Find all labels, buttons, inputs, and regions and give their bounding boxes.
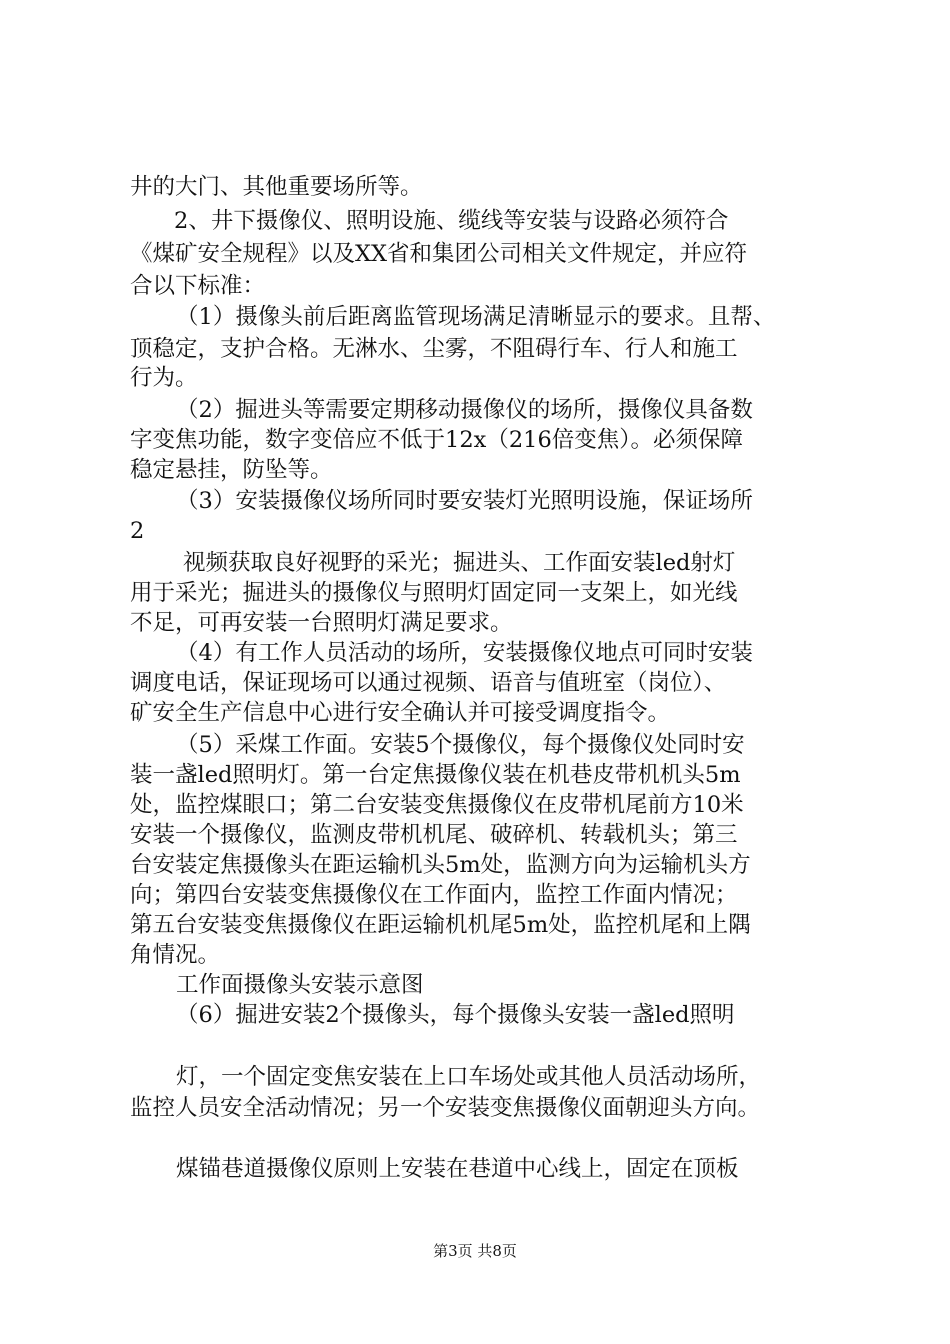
text-line: 视频获取良好视野的采光；掘进头、工作面安装led射灯 xyxy=(183,550,736,576)
text-line: 井的大门、其他重要场所等。 xyxy=(130,174,423,200)
text-line: 矿安全生产信息中心进行安全确认并可接受调度指令。 xyxy=(130,700,671,726)
text-line: 台安装定焦摄像头在距运输机头5m处，监测方向为运输机头方 xyxy=(130,852,751,878)
text-line: 第五台安装变焦摄像仪在距运输机机尾5m处，监控机尾和上隅 xyxy=(130,912,751,938)
text-line: （2）掘进头等需要定期移动摄像仪的场所，摄像仪具备数 xyxy=(176,397,753,423)
text-line: （5）采煤工作面。安装5个摄像仪，每个摄像仪处同时安 xyxy=(176,732,745,758)
text-line: 《煤矿安全规程》以及XX省和集团公司相关文件规定，并应符 xyxy=(130,241,748,267)
text-line: 顶稳定，支护合格。无淋水、尘雾，不阻碍行车、行人和施工 xyxy=(130,336,738,362)
text-line: 合以下标准： xyxy=(130,273,266,299)
text-line: 角情况。 xyxy=(130,942,221,968)
text-line: 调度电话，保证现场可以通过视频、语音与值班室（岗位）、 xyxy=(130,670,727,696)
page-footer: 第3页 共8页 xyxy=(433,1242,517,1260)
text-line: 煤锚巷道摄像仪原则上安装在巷道中心线上，固定在顶板 xyxy=(176,1156,739,1182)
text-line: 稳定悬挂，防坠等。 xyxy=(130,457,333,483)
text-line: 行为。 xyxy=(130,365,198,391)
text-line: （3）安装摄像仪场所同时要安装灯光照明设施，保证场所 xyxy=(176,488,753,514)
text-line: 灯，一个固定变焦安装在上口车场处或其他人员活动场所， xyxy=(176,1064,762,1090)
text-line: 用于采光；掘进头的摄像仪与照明灯固定同一支架上，如光线 xyxy=(130,580,738,606)
text-line: 安装一个摄像仪，监测皮带机机尾、破碎机、转载机头；第三 xyxy=(130,822,738,848)
text-line: 2 xyxy=(130,518,145,544)
text-line: （4）有工作人员活动的场所，安装摄像仪地点可同时安装 xyxy=(176,640,753,666)
text-line: （1）摄像头前后距离监管现场满足清晰显示的要求。且帮、 xyxy=(176,304,776,330)
text-line: 向；第四台安装变焦摄像仪在工作面内，监控工作面内情况； xyxy=(130,882,738,908)
text-line: 监控人员安全活动情况；另一个安装变焦摄像仪面朝迎头方向。 xyxy=(130,1095,761,1121)
text-line: （6）掘进安装2个摄像头，每个摄像头安装一盏led照明 xyxy=(176,1002,735,1028)
text-line: 工作面摄像头安装示意图 xyxy=(176,972,424,998)
text-line: 2、井下摄像仪、照明设施、缆线等安装与设路必须符合 xyxy=(174,208,729,234)
text-line: 处，监控煤眼口；第二台安装变焦摄像仪在皮带机尾前方10米 xyxy=(130,792,744,818)
text-line: 装一盏led照明灯。第一台定焦摄像仪装在机巷皮带机机头5m xyxy=(130,762,741,788)
text-line: 字变焦功能，数字变倍应不低于12x（216倍变焦）。必须保障 xyxy=(130,427,744,453)
text-line: 不足，可再安装一台照明灯满足要求。 xyxy=(130,610,513,636)
